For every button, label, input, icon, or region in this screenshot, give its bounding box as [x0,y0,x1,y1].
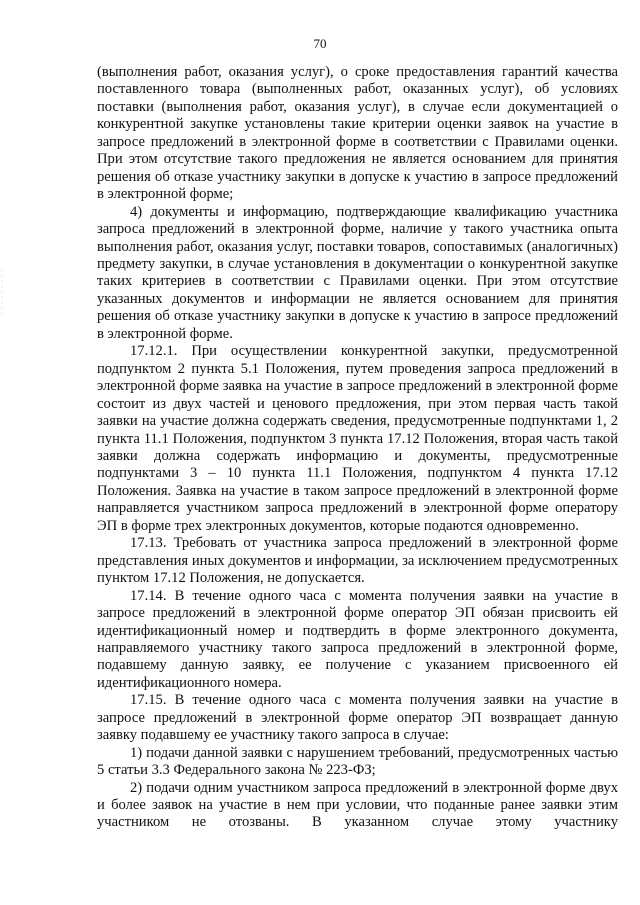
paragraph-item-1: 1) подачи данной заявки с нарушением требований, предусмотренных частью 5 статьи 3.3 Федерального закона № 223-ФЗ; [97,744,618,779]
paragraph-17-14: 17.14. В течение одного часа с момента получения заявки на участие в запросе предложений в электронной форме оператор ЭП обязан присвоить ей идентификационный номер и подтвердить в форме электронного документа, направляемого участнику такого запроса предложений в электронной форме, подавшему данную заявку, ее получение с указанием присвоенного ей идентификационного номера. [97,587,618,691]
document-body [97,64,618,832]
paragraph-17-12-1: 17.12.1. При осуществлении конкурентной закупки, предусмотренной подпунктом 2 пункта 5.1 Положения, путем проведения запроса предложений в электронной форме заявка на участие в запросе предложений в электронной форме состоит из двух частей и ценового предложения, при этом первая часть такой заявки на участие должна содержать сведения, предусмотренные подпунктами 1, 2 пункта 11.1 Положения, подпунктом 3 пункта 17.12 Положения, вторая часть такой заявки должна содержать информацию и документы, предусмотренные подпунктами 3 – 10 пункта 11.1 Положения, подпунктом 4 пункта 17.12 Положения. Заявка на участие в таком запросе предложений в электронной форме направляется участником запроса предложений в электронной форме оператору ЭП в форме трех электронных документов, которые подаются одновременно. [97,343,618,534]
paragraph-17-15: 17.15. В течение одного часа с момента получения заявки на участие в запросе предложений в электронной форме оператор ЭП возвращает данную заявку подавшему ее участнику такого запроса в случае: [97,692,618,744]
binding-margin-mark: · · · · · · · · · [0,268,6,315]
page-number: 70 [313,36,327,51]
paragraph-continuation: (выполнения работ, оказания услуг), о сроке предоставления гарантий качества поставленного товара (выполненных работ, оказанных услуг), об условиях поставки (выполнения работ, оказания услуг), в случае если документацией о конкурентной закупке установлены такие критерии оценки заявок на участие в запросе предложений в электронной форме в соответствии с Правилами оценки. При этом отсутствие такого предложения не является основанием для принятия решения об отказе участнику закупки в допуске к участию в запросе предложений в электронной форме; [97,64,618,203]
paragraph-17-13: 17.13. Требовать от участника запроса предложений в электронной форме представления иных документов и информации, за исключением предусмотренных пунктом 17.12 Положения, не допускается. [97,535,618,587]
paragraph-item-4: 4) документы и информацию, подтверждающие квалификацию участника запроса предложений в электронной форме, наличие у такого участника опыта выполнения работ, оказания услуг, поставки товаров, сопоставимых (аналогичных) предмету закупки, в случае установления в документации о конкурентной закупке таких критериев в соответствии с Правилами оценки. При этом отсутствие указанных документов и информации не является основанием для принятия решения об отказе участнику закупки в допуске к участию в запросе предложений в электронной форме. [97,203,618,342]
paragraph-item-2: 2) подачи одним участником запроса предложений в электронной форме двух и более заявок на участие в нем при условии, что поданные ранее заявки этим участником не отозваны. В указанном случае этому участнику [97,779,618,831]
